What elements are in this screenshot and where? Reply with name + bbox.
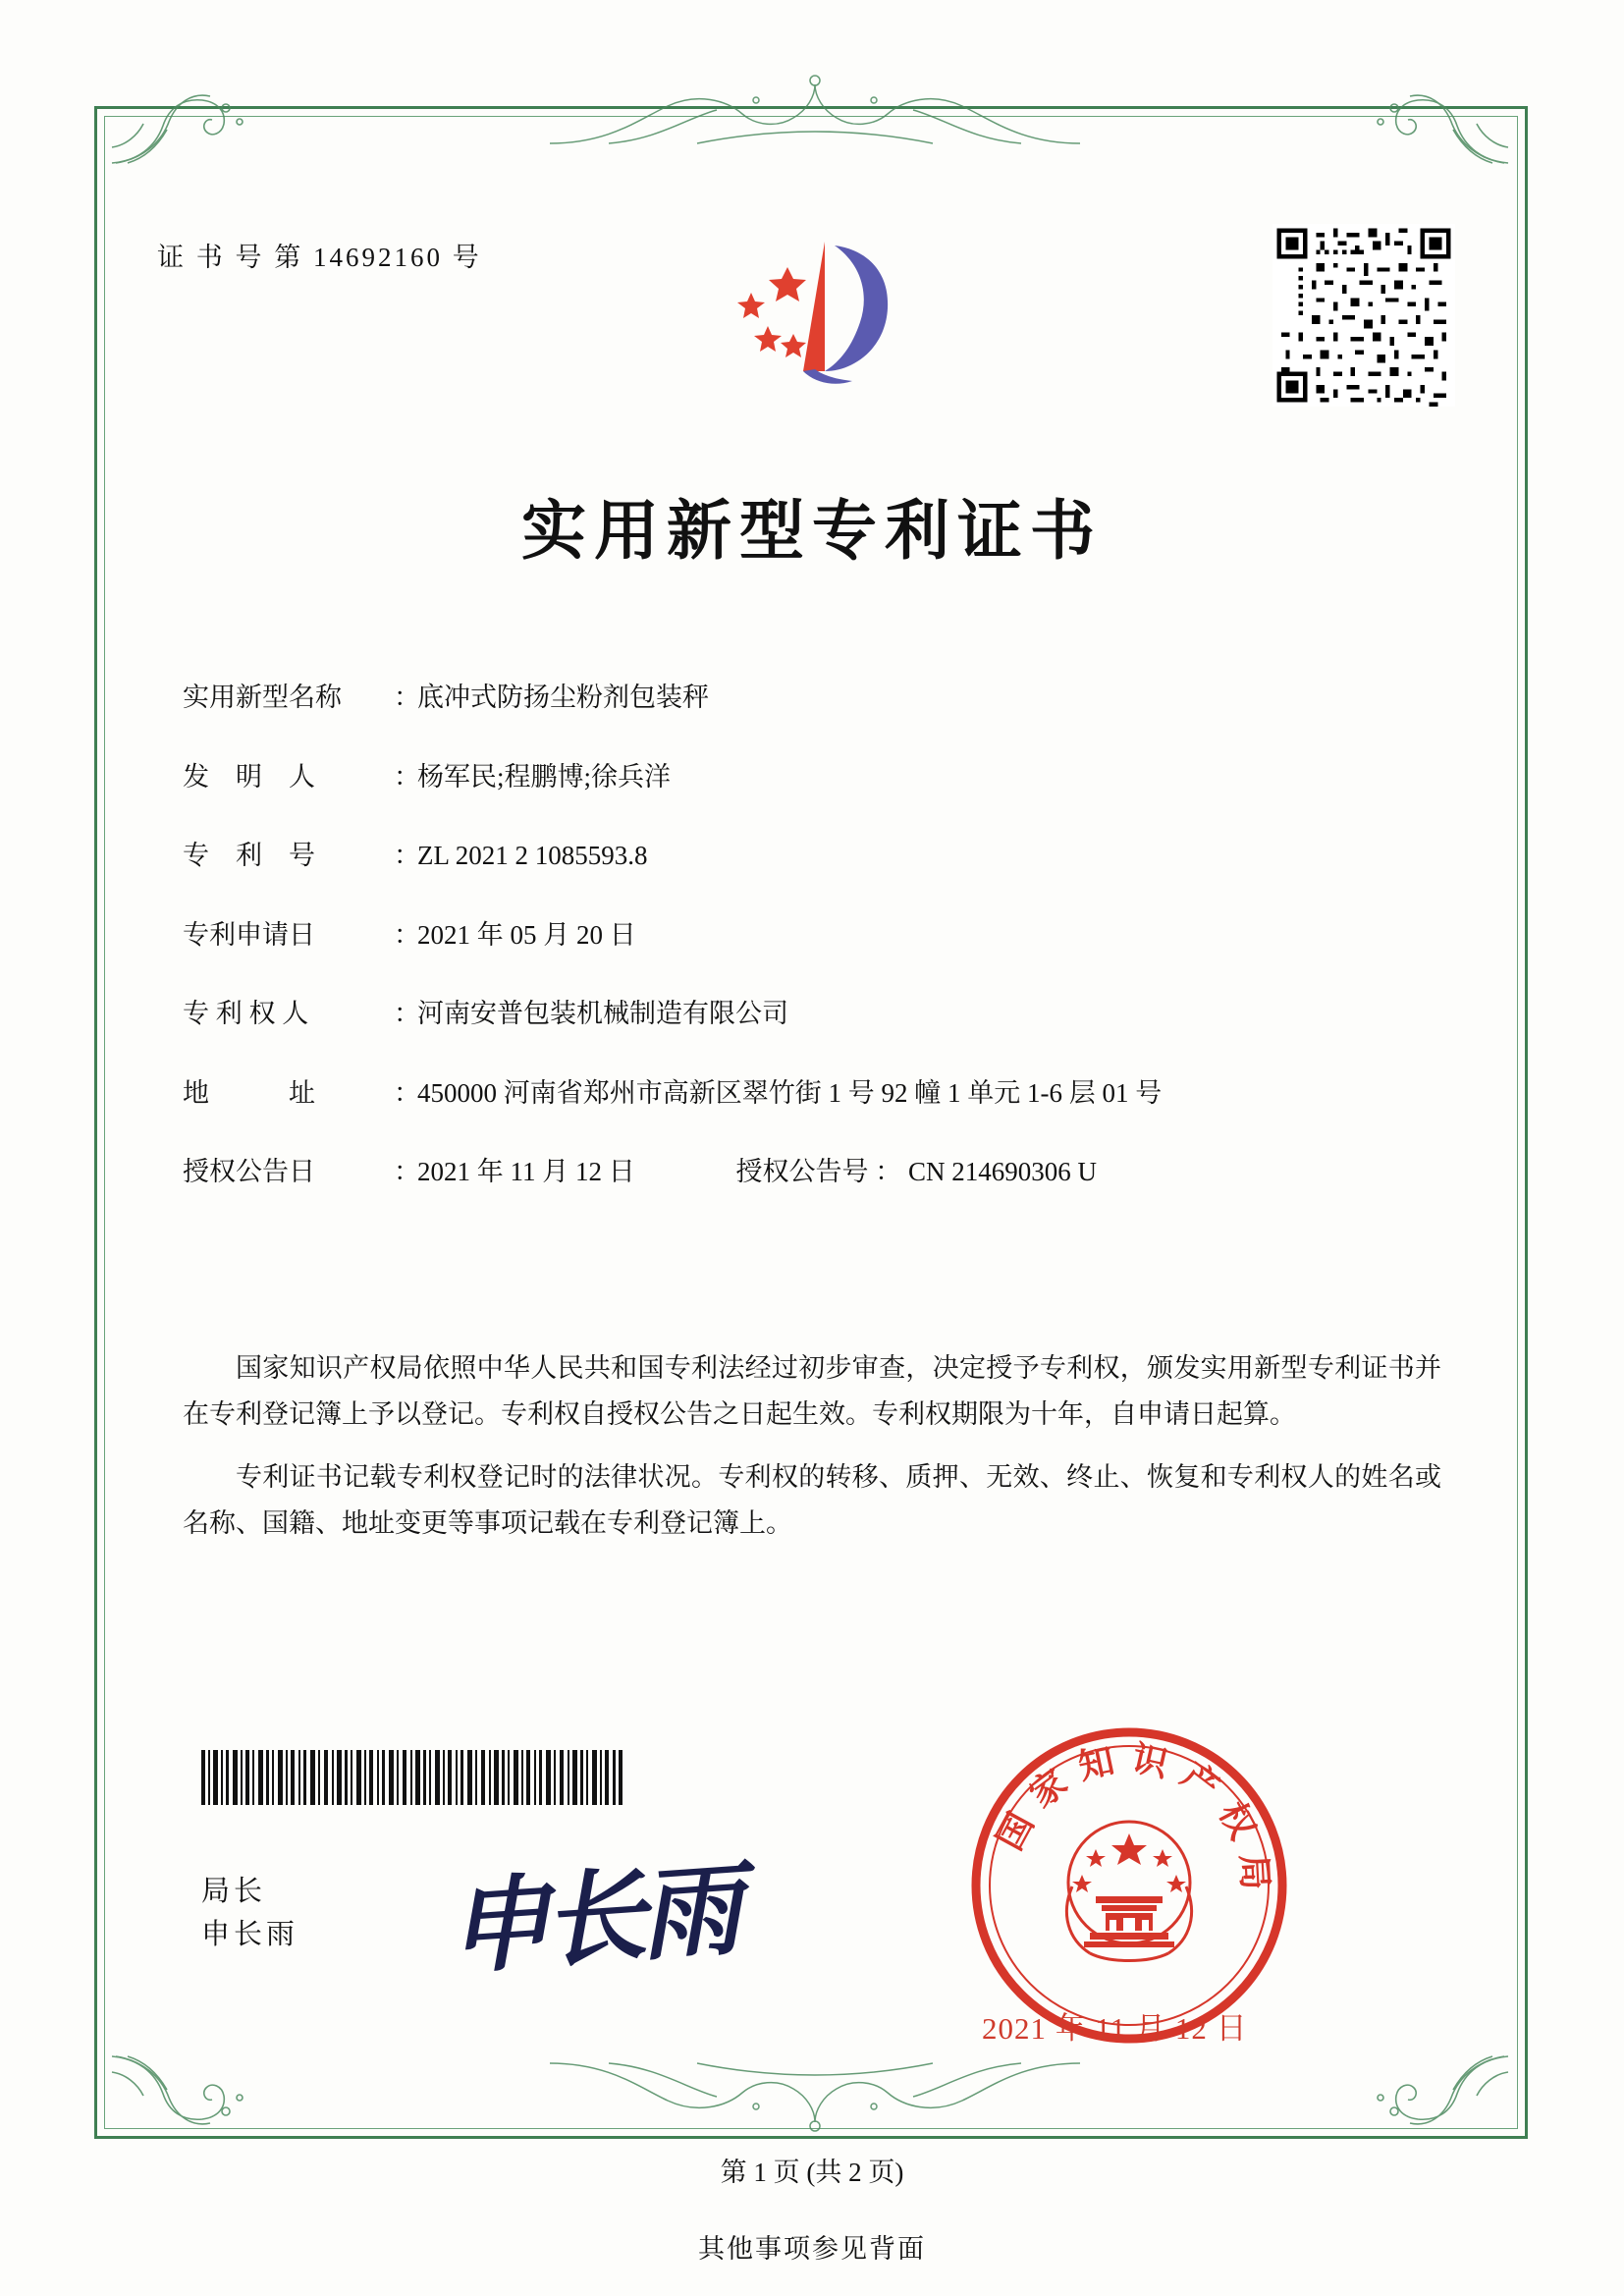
field-colon: ： [394,999,420,1028]
field-value: 450000 河南省郑州市高新区翠竹街 1 号 92 幢 1 单元 1-6 层 01 号 [417,1077,1163,1108]
field-patent-number [183,836,1449,876]
field-inventors [183,757,1449,797]
certificate-number: 证 书 号 第 14692160 号 [157,243,482,272]
field-value: 河南安普包装机械制造有限公司 [417,999,788,1028]
barcode-icon [201,1750,623,1805]
field-colon: ： [394,761,420,792]
field-colon: ： [394,1077,420,1108]
director-name: 申长雨 [201,1918,299,1950]
paragraph-1: 国家知识产权局依照中华人民共和国专利法经过初步审查，决定授予专利权，颁发实用新型专利证书并在专利登记簿上予以登记。专利权自授权公告之日起生效。专利权期限为十年，自申请日起算。 [183,1353,1441,1430]
grant-number-label: 授权公告号 [735,1157,869,1186]
field-value: 底冲式防扬尘粉剂包装秤 [417,683,709,712]
qr-code-icon [1272,224,1455,407]
director-title: 局长 [201,1876,267,1907]
paragraph-2: 专利证书记载专利权登记时的法律状况。专利权的转移、质押、无效、终止、恢复和专利权人的姓名或名称、国籍、地址变更等事项记载在专利登记簿上。 [183,1461,1441,1538]
field-utility-model-name [183,678,1449,718]
grant-date-value: 2021 年 11 月 12 日 [417,1157,635,1186]
field-label: 地 址 [183,1077,315,1108]
field-list [183,678,1449,1231]
field-colon: ： [394,683,420,712]
back-side-note: 其他事项参见背面 [698,2234,926,2264]
field-patentee [183,994,1449,1034]
legal-text [183,1345,1441,1562]
field-colon: ： [394,1157,420,1186]
grant-date-label: 授权公告日 [183,1157,315,1186]
grant-number-value: CN 214690306 U [908,1157,1098,1186]
svg-text:国家知识产权局: 国家知识产权局 [989,1737,1277,1905]
field-label: 发 明 人 [183,761,315,792]
field-colon: ： [875,1157,902,1186]
signature-block [201,1871,298,1956]
field-value: 杨军民;程鹏博;徐兵洋 [417,761,672,792]
cnipa-logo-icon [677,224,933,410]
field-address [183,1073,1449,1114]
grant-row-values [417,1152,1449,1192]
field-grant [183,1152,1449,1192]
field-label: 实用新型名称 [183,683,342,712]
field-value: ZL 2021 2 1085593.8 [417,841,648,870]
field-colon: ： [394,841,420,870]
field-label: 专 利 号 [183,841,315,870]
field-label: 专 利 权 人 [183,999,309,1028]
page-number: 第 1 页 (共 2 页) [720,2158,904,2187]
official-seal-icon [967,1723,1291,2048]
handwritten-signature: 申长雨 [443,1847,740,1990]
page-title: 实用新型专利证书 [521,492,1103,569]
seal-date: 2021 年 11 月 12 日 [982,2011,1248,2046]
field-label: 专利申请日 [183,919,315,950]
field-value: 2021 年 05 月 20 日 [417,919,636,950]
field-colon: ： [394,919,420,950]
field-application-date [183,915,1449,956]
